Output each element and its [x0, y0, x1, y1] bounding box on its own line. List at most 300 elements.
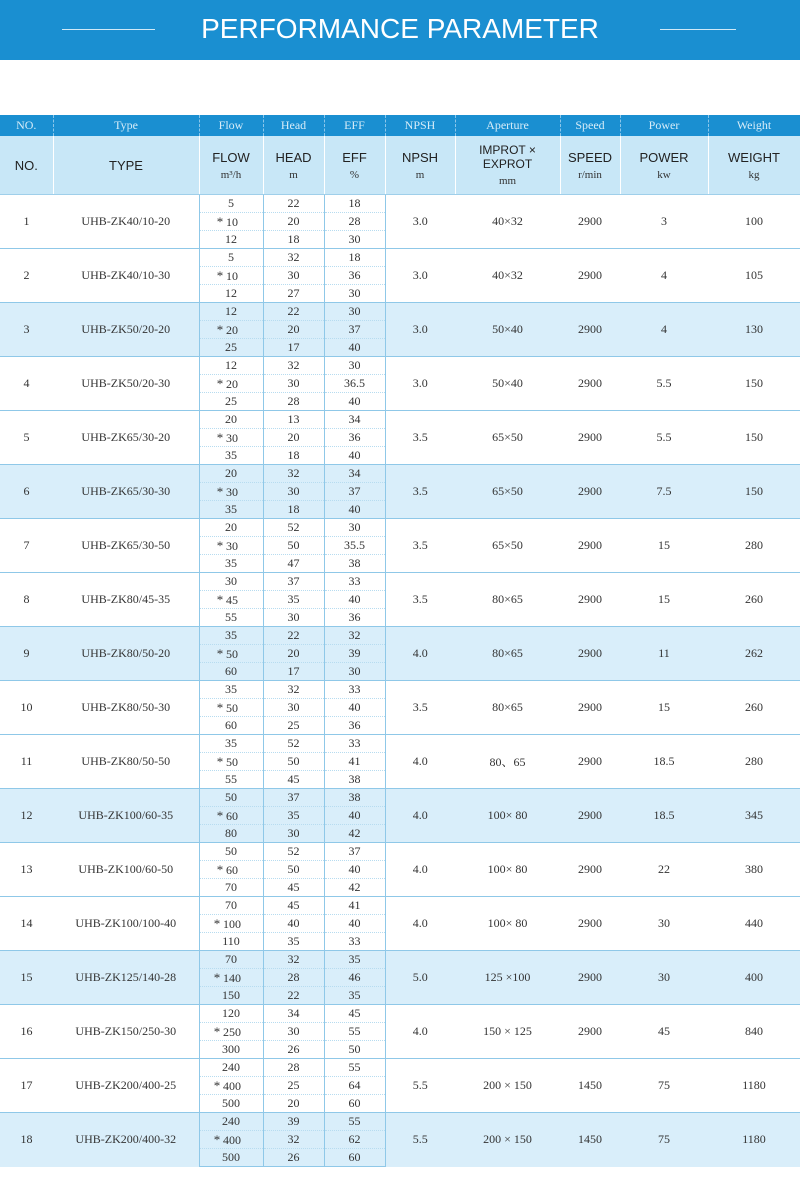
flow-number: 500: [222, 1150, 240, 1164]
flow-number: 240: [222, 1060, 240, 1074]
npsh-value: 5.5: [385, 1113, 455, 1167]
head-value: 30: [263, 483, 324, 501]
flow-number: 20: [225, 412, 237, 426]
eff-value: 33: [324, 573, 385, 591]
pump-model-group: [0, 573, 800, 627]
eff-value: 33: [324, 681, 385, 699]
row-number: 14: [0, 897, 53, 951]
pump-model-group: [0, 1059, 800, 1113]
aperture-value: 65×50: [455, 519, 560, 573]
eff-value: 40: [324, 393, 385, 411]
title-banner: [0, 0, 800, 60]
flow-value: [199, 1149, 263, 1167]
head-value: 32: [263, 249, 324, 267]
row-number: 7: [0, 519, 53, 573]
flow-value: [199, 753, 263, 771]
table-row: [0, 249, 800, 267]
eff-value: 36: [324, 267, 385, 285]
head-value: 20: [263, 213, 324, 231]
head-value: 20: [263, 429, 324, 447]
weight-value: 150: [708, 411, 800, 465]
weight-value: 105: [708, 249, 800, 303]
flow-value: [199, 969, 263, 987]
rated-point-marker: *: [216, 483, 224, 499]
pump-model-group: [0, 789, 800, 843]
flow-number: 500: [222, 1096, 240, 1110]
rated-point-marker: *: [216, 213, 224, 229]
eff-value: 40: [324, 339, 385, 357]
head-value: 30: [263, 825, 324, 843]
flow-value: [199, 393, 263, 411]
npsh-value: 3.0: [385, 303, 455, 357]
eff-value: 35: [324, 951, 385, 969]
power-value: 15: [620, 519, 708, 573]
eff-value: 45: [324, 1005, 385, 1023]
aperture-value: 50×40: [455, 357, 560, 411]
speed-value: 2900: [560, 357, 620, 411]
pump-type: UHB-ZK100/60-50: [53, 843, 199, 897]
head-value: 22: [263, 303, 324, 321]
head-value: 20: [263, 645, 324, 663]
flow-number: 70: [225, 898, 237, 912]
flow-value: [199, 663, 263, 681]
eff-value: 18: [324, 249, 385, 267]
pump-model-group: [0, 951, 800, 1005]
weight-value: 380: [708, 843, 800, 897]
table-row: [0, 573, 800, 591]
pump-type: UHB-ZK40/10-20: [53, 195, 199, 249]
table-row: [0, 951, 800, 969]
flow-value: [199, 1041, 263, 1059]
pump-model-group: [0, 843, 800, 897]
table-row: [0, 519, 800, 537]
eff-value: 34: [324, 411, 385, 429]
power-value: 3: [620, 195, 708, 249]
unit-header-type: TYPE: [53, 136, 199, 195]
power-value: 7.5: [620, 465, 708, 519]
speed-value: 2900: [560, 897, 620, 951]
pump-type: UHB-ZK80/50-50: [53, 735, 199, 789]
unit-header-weight: WEIGHT kg: [708, 136, 800, 195]
rated-point-marker: *: [216, 537, 224, 553]
head-value: 35: [263, 591, 324, 609]
col-header-speed: Speed: [560, 115, 620, 136]
npsh-value: 5.0: [385, 951, 455, 1005]
pump-model-group: [0, 735, 800, 789]
head-value: 27: [263, 285, 324, 303]
head-value: 18: [263, 447, 324, 465]
flow-value: [199, 591, 263, 609]
eff-value: 36.5: [324, 375, 385, 393]
flow-value: [199, 231, 263, 249]
eff-value: 28: [324, 213, 385, 231]
flow-number: 25: [225, 340, 237, 354]
eff-value: 37: [324, 321, 385, 339]
pump-type: UHB-ZK65/30-30: [53, 465, 199, 519]
row-number: 3: [0, 303, 53, 357]
row-number: 12: [0, 789, 53, 843]
unit-header-flow: FLOW m³/h: [199, 136, 263, 195]
flow-number: 140: [223, 970, 241, 985]
flow-value: [199, 537, 263, 555]
flow-value: [199, 951, 263, 969]
row-number: 8: [0, 573, 53, 627]
eff-value: 60: [324, 1149, 385, 1167]
flow-value: [199, 411, 263, 429]
eff-value: 41: [324, 753, 385, 771]
flow-number: 30: [225, 574, 237, 588]
col-header-no: NO.: [0, 115, 53, 136]
flow-value: [199, 789, 263, 807]
unit-header-head: HEAD m: [263, 136, 324, 195]
rated-point-marker: *: [216, 429, 224, 445]
flow-number: 10: [226, 268, 238, 283]
eff-value: 38: [324, 789, 385, 807]
power-value: 18.5: [620, 789, 708, 843]
eff-value: 30: [324, 303, 385, 321]
flow-number: 30: [226, 430, 238, 445]
speed-value: 2900: [560, 843, 620, 897]
eff-value: 40: [324, 699, 385, 717]
flow-value: [199, 213, 263, 231]
rated-point-marker: *: [213, 915, 221, 931]
flow-value: [199, 1113, 263, 1131]
flow-number: 20: [226, 376, 238, 391]
speed-value: 2900: [560, 789, 620, 843]
aperture-value: 200 × 150: [455, 1059, 560, 1113]
head-value: 45: [263, 897, 324, 915]
aperture-value: 80×65: [455, 681, 560, 735]
pump-type: UHB-ZK80/50-20: [53, 627, 199, 681]
flow-value: [199, 987, 263, 1005]
col-header-type: Type: [53, 115, 199, 136]
table-row: [0, 789, 800, 807]
flow-value: [199, 1023, 263, 1041]
weight-value: 130: [708, 303, 800, 357]
eff-value: 18: [324, 195, 385, 213]
head-value: 17: [263, 339, 324, 357]
flow-value: [199, 825, 263, 843]
flow-number: 35: [225, 556, 237, 570]
flow-value: [199, 195, 263, 213]
head-value: 30: [263, 1023, 324, 1041]
npsh-value: 4.0: [385, 627, 455, 681]
flow-value: [199, 1131, 263, 1149]
rated-point-marker: *: [216, 699, 224, 715]
power-value: 15: [620, 681, 708, 735]
eff-value: 34: [324, 465, 385, 483]
speed-value: 2900: [560, 195, 620, 249]
pump-type: UHB-ZK65/30-50: [53, 519, 199, 573]
title-rule-right: [660, 29, 736, 30]
eff-value: 50: [324, 1041, 385, 1059]
aperture-value: 80×65: [455, 573, 560, 627]
head-value: 32: [263, 681, 324, 699]
flow-number: 30: [226, 484, 238, 499]
head-value: 28: [263, 393, 324, 411]
eff-value: 42: [324, 825, 385, 843]
npsh-value: 4.0: [385, 843, 455, 897]
pump-model-group: [0, 411, 800, 465]
table-row: [0, 1059, 800, 1077]
npsh-value: 3.0: [385, 249, 455, 303]
flow-number: 12: [225, 232, 237, 246]
col-header-weight: Weight: [708, 115, 800, 136]
speed-value: 2900: [560, 411, 620, 465]
weight-value: 260: [708, 573, 800, 627]
head-value: 22: [263, 987, 324, 1005]
aperture-value: 80×65: [455, 627, 560, 681]
flow-value: [199, 285, 263, 303]
head-value: 28: [263, 969, 324, 987]
weight-value: 1180: [708, 1113, 800, 1167]
weight-value: 280: [708, 519, 800, 573]
row-number: 15: [0, 951, 53, 1005]
flow-number: 120: [222, 1006, 240, 1020]
rated-point-marker: *: [216, 321, 224, 337]
rated-point-marker: *: [216, 807, 224, 823]
npsh-value: 3.5: [385, 411, 455, 465]
eff-value: 40: [324, 807, 385, 825]
flow-value: [199, 861, 263, 879]
flow-number: 20: [225, 520, 237, 534]
pump-model-group: [0, 465, 800, 519]
aperture-value: 80、65: [455, 735, 560, 789]
aperture-value: 100× 80: [455, 897, 560, 951]
flow-number: 60: [225, 664, 237, 678]
table-row: [0, 735, 800, 753]
pump-model-group: [0, 195, 800, 249]
head-value: 40: [263, 915, 324, 933]
eff-value: 36: [324, 717, 385, 735]
speed-value: 2900: [560, 573, 620, 627]
npsh-value: 3.5: [385, 519, 455, 573]
flow-number: 12: [225, 358, 237, 372]
col-header-aperture: Aperture: [455, 115, 560, 136]
weight-value: 100: [708, 195, 800, 249]
flow-number: 55: [225, 772, 237, 786]
head-value: 30: [263, 267, 324, 285]
flow-number: 35: [225, 628, 237, 642]
flow-number: 35: [225, 448, 237, 462]
power-value: 5.5: [620, 357, 708, 411]
row-number: 4: [0, 357, 53, 411]
head-value: 35: [263, 807, 324, 825]
npsh-value: 3.0: [385, 357, 455, 411]
pump-model-group: [0, 1005, 800, 1059]
head-value: 17: [263, 663, 324, 681]
flow-number: 50: [226, 646, 238, 661]
weight-value: 1180: [708, 1059, 800, 1113]
npsh-value: 4.0: [385, 789, 455, 843]
rated-point-marker: *: [213, 1077, 221, 1093]
col-header-flow: Flow: [199, 115, 263, 136]
rated-point-marker: *: [216, 645, 224, 661]
flow-value: [199, 375, 263, 393]
table-row: [0, 411, 800, 429]
flow-number: 240: [222, 1114, 240, 1128]
flow-number: 55: [225, 610, 237, 624]
eff-value: 35.5: [324, 537, 385, 555]
row-number: 6: [0, 465, 53, 519]
flow-value: [199, 357, 263, 375]
flow-value: [199, 843, 263, 861]
flow-number: 50: [226, 700, 238, 715]
power-value: 45: [620, 1005, 708, 1059]
flow-number: 70: [225, 880, 237, 894]
col-header-head: Head: [263, 115, 324, 136]
flow-value: [199, 879, 263, 897]
flow-value: [199, 1005, 263, 1023]
weight-value: 150: [708, 465, 800, 519]
power-value: 4: [620, 249, 708, 303]
eff-value: 33: [324, 933, 385, 951]
head-value: 25: [263, 717, 324, 735]
aperture-value: 125 ×100: [455, 951, 560, 1005]
npsh-value: 3.0: [385, 195, 455, 249]
aperture-value: 65×50: [455, 411, 560, 465]
head-value: 32: [263, 951, 324, 969]
eff-value: 55: [324, 1023, 385, 1041]
eff-value: 60: [324, 1095, 385, 1113]
aperture-value: 50×40: [455, 303, 560, 357]
weight-value: 840: [708, 1005, 800, 1059]
head-value: 37: [263, 573, 324, 591]
flow-number: 5: [228, 250, 234, 264]
pump-type: UHB-ZK100/100-40: [53, 897, 199, 951]
eff-value: 38: [324, 771, 385, 789]
aperture-value: 40×32: [455, 195, 560, 249]
unit-header-npsh: NPSH m: [385, 136, 455, 195]
head-value: 39: [263, 1113, 324, 1131]
flow-number: 80: [225, 826, 237, 840]
pump-type: UHB-ZK40/10-30: [53, 249, 199, 303]
unit-header-aperture: IMPROT × EXPROT mm: [455, 136, 560, 195]
head-value: 20: [263, 1095, 324, 1113]
npsh-value: 4.0: [385, 897, 455, 951]
flow-value: [199, 501, 263, 519]
eff-value: 55: [324, 1113, 385, 1131]
speed-value: 1450: [560, 1059, 620, 1113]
row-number: 18: [0, 1113, 53, 1167]
speed-value: 2900: [560, 303, 620, 357]
head-value: 45: [263, 771, 324, 789]
eff-value: 39: [324, 645, 385, 663]
row-number: 2: [0, 249, 53, 303]
head-value: 50: [263, 537, 324, 555]
flow-number: 300: [222, 1042, 240, 1056]
flow-value: [199, 555, 263, 573]
flow-number: 30: [226, 538, 238, 553]
flow-number: 50: [225, 844, 237, 858]
pump-type: UHB-ZK100/60-35: [53, 789, 199, 843]
rated-point-marker: *: [216, 861, 224, 877]
eff-value: 55: [324, 1059, 385, 1077]
weight-value: 150: [708, 357, 800, 411]
eff-value: 62: [324, 1131, 385, 1149]
aperture-value: 150 × 125: [455, 1005, 560, 1059]
flow-value: [199, 735, 263, 753]
flow-number: 45: [226, 592, 238, 607]
eff-value: 41: [324, 897, 385, 915]
flow-value: [199, 1077, 263, 1095]
speed-value: 2900: [560, 1005, 620, 1059]
eff-value: 36: [324, 609, 385, 627]
header-row-units: [0, 136, 800, 195]
header-row-english: [0, 115, 800, 136]
power-value: 18.5: [620, 735, 708, 789]
speed-value: 2900: [560, 249, 620, 303]
flow-value: [199, 249, 263, 267]
head-value: 52: [263, 843, 324, 861]
head-value: 50: [263, 861, 324, 879]
aperture-value: 100× 80: [455, 789, 560, 843]
flow-value: [199, 303, 263, 321]
flow-value: [199, 1059, 263, 1077]
pump-type: UHB-ZK65/30-20: [53, 411, 199, 465]
table-row: [0, 357, 800, 375]
rated-point-marker: *: [213, 969, 221, 985]
unit-header-no: NO.: [0, 136, 53, 195]
speed-value: 2900: [560, 951, 620, 1005]
speed-value: 2900: [560, 465, 620, 519]
flow-number: 400: [223, 1078, 241, 1093]
flow-value: [199, 429, 263, 447]
head-value: 22: [263, 195, 324, 213]
flow-number: 60: [225, 718, 237, 732]
head-value: 30: [263, 375, 324, 393]
flow-value: [199, 627, 263, 645]
rated-point-marker: *: [216, 753, 224, 769]
pump-type: UHB-ZK50/20-20: [53, 303, 199, 357]
rated-point-marker: *: [216, 267, 224, 283]
power-value: 11: [620, 627, 708, 681]
row-number: 9: [0, 627, 53, 681]
head-value: 18: [263, 231, 324, 249]
pump-model-group: [0, 627, 800, 681]
eff-value: 46: [324, 969, 385, 987]
pump-type: UHB-ZK80/50-30: [53, 681, 199, 735]
head-value: 20: [263, 321, 324, 339]
head-value: 13: [263, 411, 324, 429]
flow-number: 60: [226, 808, 238, 823]
row-number: 13: [0, 843, 53, 897]
flow-number: 400: [223, 1132, 241, 1147]
head-value: 26: [263, 1149, 324, 1167]
table-row: [0, 843, 800, 861]
eff-value: 36: [324, 429, 385, 447]
power-value: 15: [620, 573, 708, 627]
flow-value: [199, 339, 263, 357]
flow-number: 20: [226, 322, 238, 337]
aperture-value: 65×50: [455, 465, 560, 519]
head-value: 28: [263, 1059, 324, 1077]
head-value: 32: [263, 1131, 324, 1149]
eff-value: 30: [324, 285, 385, 303]
head-value: 34: [263, 1005, 324, 1023]
aperture-value: 200 × 150: [455, 1113, 560, 1167]
head-value: 37: [263, 789, 324, 807]
head-value: 52: [263, 519, 324, 537]
pump-model-group: [0, 303, 800, 357]
flow-number: 50: [226, 754, 238, 769]
head-value: 30: [263, 609, 324, 627]
npsh-value: 3.5: [385, 573, 455, 627]
row-number: 16: [0, 1005, 53, 1059]
power-value: 4: [620, 303, 708, 357]
unit-header-power: POWER kw: [620, 136, 708, 195]
pump-model-group: [0, 681, 800, 735]
